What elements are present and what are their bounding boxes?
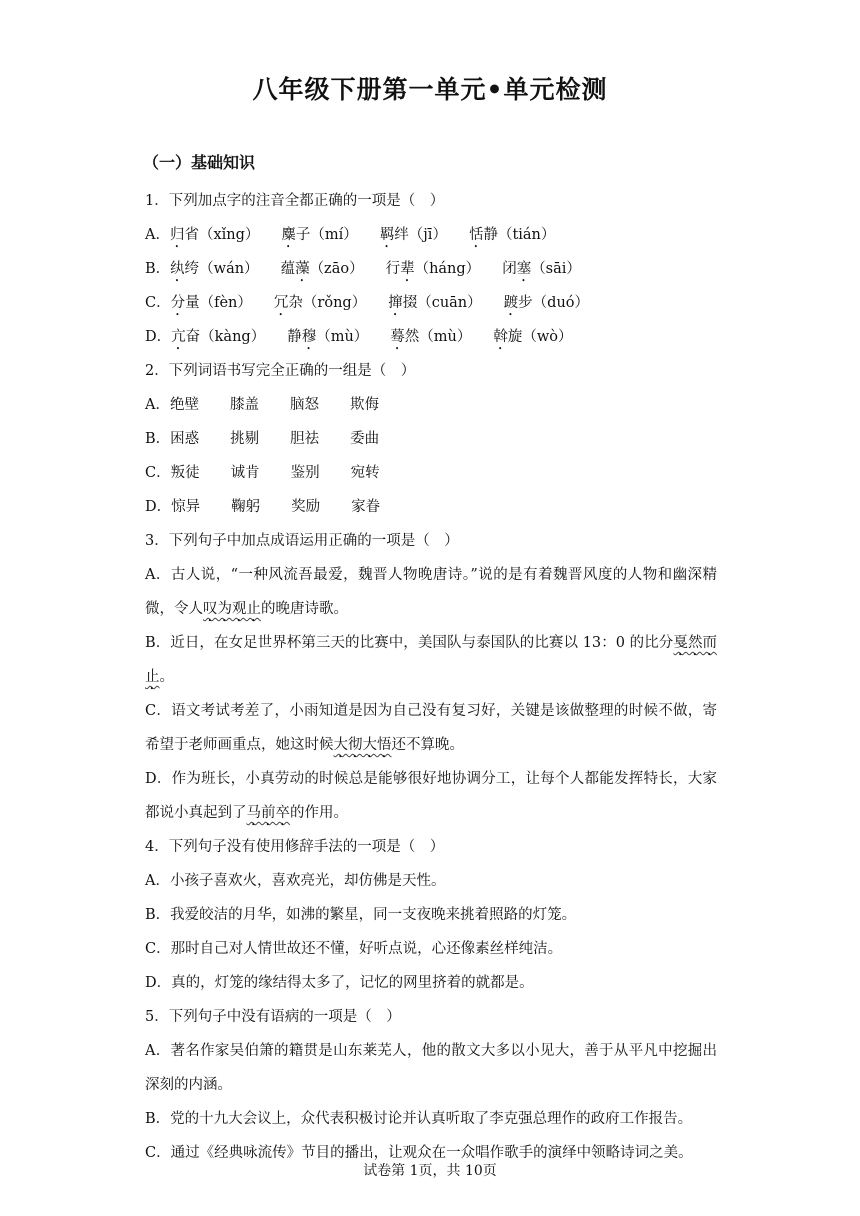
question-4-option-c: C．那时自己对人情世故还不懂，好听点说，心还像素丝样纯洁。: [145, 941, 563, 957]
word: 绝壁: [169, 397, 199, 413]
word: 羁绊（jī）: [379, 227, 447, 243]
word: 闭塞（sāi）: [502, 261, 581, 277]
marked-idiom: 戛然而止: [145, 635, 718, 685]
word: 脑怒: [289, 397, 319, 413]
question-4-option-d: D．真的，灯笼的缘结得太多了，记忆的网里挤着的就都是。: [145, 975, 534, 991]
word: 归省（xǐng）: [169, 227, 260, 243]
word: 鉴别: [290, 465, 320, 481]
question-5-option-b: B．党的十九大会议上，众代表积极讨论并认真听取了李克强总理作的政府工作报告。: [145, 1111, 693, 1127]
word: 行辈（háng）: [385, 261, 481, 277]
word: 麋子（mí）: [281, 227, 358, 243]
word: 撺掇（cuān）: [388, 295, 482, 311]
word: 冗杂（rǒng）: [273, 295, 367, 311]
page-footer: 试卷第 1页，共 10页: [363, 1163, 497, 1179]
question-1-option-a: A．归省（xǐng） 麋子（mí） 羁绊（jī） 恬静（tián）: [145, 218, 717, 252]
word: 家眷: [351, 499, 381, 515]
word: 静穆（mù）: [287, 329, 369, 345]
question-5-stem: 5．下列句子中没有语病的一项是（ ）: [145, 1009, 401, 1025]
question-4-option-b: B．我爱皎洁的月华，如沸的繁星，同一支夜晚来挑着照路的灯笼。: [145, 907, 577, 923]
question-2-option-c: C．叛徒 诚肯 鉴别 宛转: [145, 456, 717, 490]
question-2-option-d: D．惊异 鞠躬 奖励 家眷: [145, 490, 717, 524]
word: 胆祛: [290, 431, 320, 447]
word: 惊异: [171, 499, 201, 515]
section-heading: （一）基础知识: [143, 153, 256, 172]
question-4-option-a: A．小孩子喜欢火，喜欢亮光，却仿佛是天性。: [145, 873, 446, 889]
word: 委曲: [350, 431, 380, 447]
page-title: 八年级下册第一单元•单元检测: [252, 75, 608, 104]
question-2-option-a: A．绝壁 膝盖 脑怒 欺侮: [145, 388, 717, 422]
word: 蕴藻（zāo）: [280, 261, 364, 277]
question-3-option-c: C．语文考试考差了，小雨知道是因为自己没有复习好，关键是该做整理的时候不做，寄希望于老师画重点，她这时候大彻大悟还不算晚。: [145, 703, 717, 753]
questions: [145, 184, 717, 1170]
word: 叛徒: [170, 465, 200, 481]
word: 恬静（tián）: [468, 227, 556, 243]
question-5-option-a: A．著名作家吴伯箫的籍贯是山东莱芜人，他的散文大多以小见大，善于从平凡中挖掘出深刻的内涵。: [145, 1043, 717, 1093]
question-4-stem: 4．下列句子没有使用修辞手法的一项是（ ）: [145, 839, 445, 855]
word: 踱步（duó）: [503, 295, 590, 311]
marked-idiom: 大彻大悟: [333, 737, 392, 753]
word: 困惑: [170, 431, 200, 447]
marked-idiom: 叹为观止: [203, 601, 261, 617]
question-3-option-b: B．近日，在女足世界杯第三天的比赛中，美国队与泰国队的比赛以 13：0 的比分戛然而止。: [145, 635, 718, 685]
word: 奖励: [291, 499, 321, 515]
question-1-option-c: C．分量（fèn） 冗杂（rǒng） 撺掇（cuān） 踱步（duó）: [145, 286, 717, 320]
question-2-stem: 2．下列词语书写完全正确的一组是（ ）: [145, 363, 416, 379]
word: 诚肯: [230, 465, 260, 481]
marked-idiom: 马前卒: [246, 805, 290, 821]
question-1-stem: 1．下列加点字的注音全都正确的一项是（ ）: [145, 193, 445, 209]
word: 纨绔（wán）: [170, 261, 259, 277]
word: 分量（fèn）: [170, 295, 252, 311]
word: 欺侮: [349, 397, 379, 413]
word: 宛转: [350, 465, 380, 481]
word: 膝盖: [229, 397, 259, 413]
question-3-option-a: A．古人说，“一种风流吾最爱，魏晋人物晚唐诗。”说的是有着魏晋风度的人物和幽深精微，令人叹为观止的晚唐诗歌。: [145, 567, 717, 617]
word: 蓦然（mù）: [390, 329, 472, 345]
question-3-option-d: D．作为班长，小真劳动的时候总是能够很好地协调分工，让每个人都能发挥特长，大家都说小真起到了马前卒的作用。: [145, 771, 717, 821]
question-1-option-b: B．纨绔（wán） 蕴藻（zāo） 行辈（háng） 闭塞（sāi）: [145, 252, 717, 286]
word: 挑剔: [230, 431, 260, 447]
question-5-option-c: C．通过《经典咏流传》节目的播出，让观众在一众唱作歌手的演绎中领略诗词之美。: [145, 1145, 693, 1161]
question-1-option-d: D．亢奋（kàng） 静穆（mù） 蓦然（mù） 斡旋（wò）: [145, 320, 717, 354]
question-2-option-b: B．困惑 挑剔 胆祛 委曲: [145, 422, 717, 456]
question-3-stem: 3．下列句子中加点成语运用正确的一项是（ ）: [145, 533, 459, 549]
word: 斡旋（wò）: [493, 329, 573, 345]
word: 鞠躬: [231, 499, 261, 515]
word: 亢奋（kàng）: [171, 329, 266, 345]
